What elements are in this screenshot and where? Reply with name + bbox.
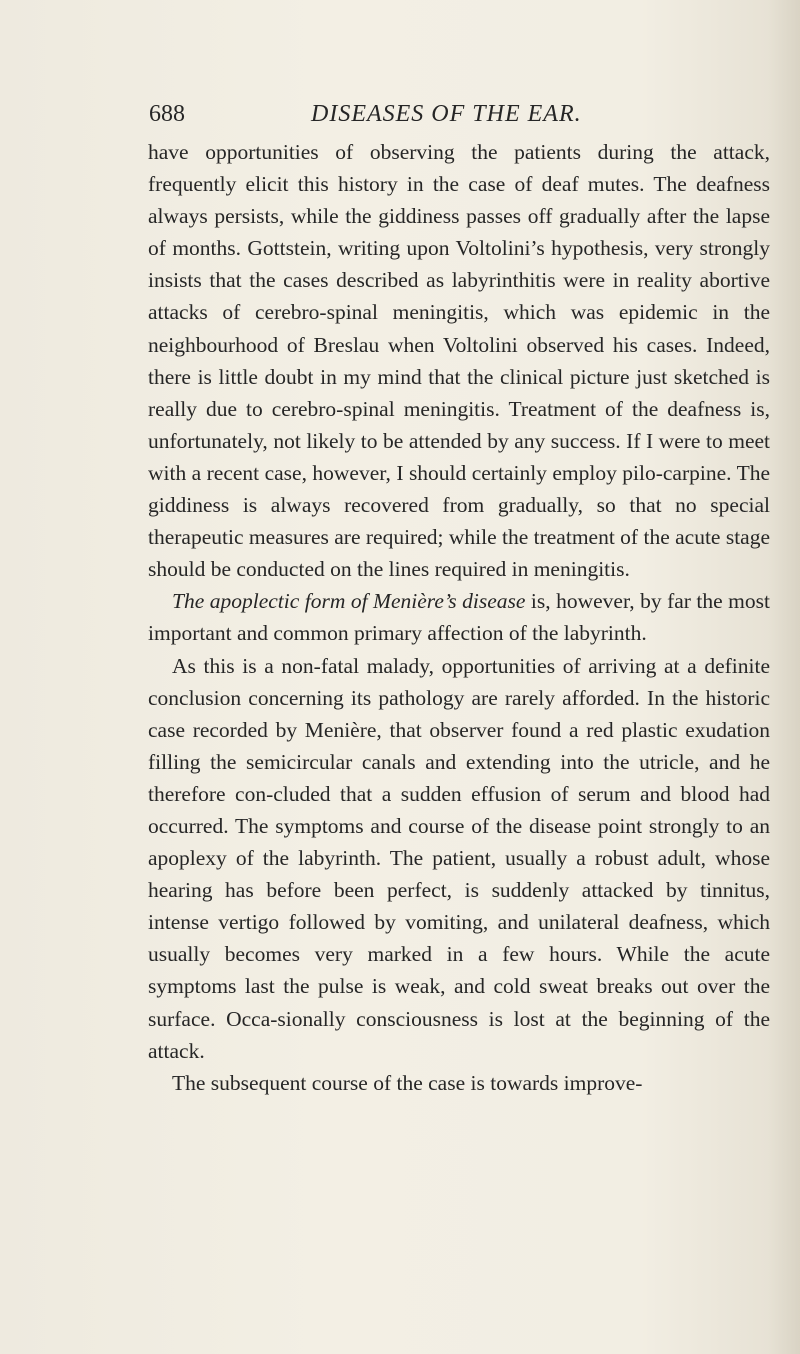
page-number: 688 <box>149 101 185 127</box>
running-title: DISEASES OF THE EAR. <box>311 101 582 127</box>
paragraph-course: The subsequent course of the case is towards improve- <box>172 1070 643 1095</box>
body-text <box>148 136 770 1099</box>
paragraph-continuation: have opportunities of observing the patients during the attack, frequently elicit this history in the case of deaf mutes. The deafness always persists, while the giddiness passes off gradually after the lapse of months. Gottstein, writing upon Voltolini’s hypothesis, very strongly insists that the cases described as labyrinthitis were in reality abortive attacks of cerebro-spinal meningitis, which was epidemic in the neighbourhood of Breslau when Voltolini observed his cases. Indeed, there is little doubt in my mind that the clinical picture just sketched is really due to cerebro-spinal meningitis. Treatment of the deafness is, unfortunately, not likely to be attended by any success. If I were to meet with a recent case, however, I should certainly employ pilo-carpine. The giddiness is always recovered from gradually, so that no special therapeutic measures are required; while the treatment of the acute stage should be conducted on the lines required in meningitis. <box>148 140 771 582</box>
paragraph-apoplectic-form <box>148 585 770 649</box>
page-header <box>149 94 779 134</box>
paragraph-pathology: As this is a non-fatal malady, opportunities of arriving at a definite conclusion concerning its pathology are rarely afforded. In the historic case recorded by Menière, that observer found a red plastic exudation filling the semicircular canals and extending into the utricle, and he therefore con-cluded that a sudden effusion of serum and blood had occurred. The symptoms and course of the disease point strongly to an apoplexy of the labyrinth. The patient, usually a robust adult, whose hearing has before been perfect, is suddenly attacked by tinnitus, intense vertigo followed by vomiting, and unilateral deafness, which usually becomes very marked in a few hours. While the acute symptoms last the pulse is weak, and cold sweat breaks out over the surface. Occa-sionally consciousness is lost at the beginning of the attack. <box>148 653 770 1063</box>
paragraph-text: is, however, by far the most important and common primary affection of the labyrinth. <box>148 589 770 646</box>
italic-term: The apoplectic form of Menière’s disease <box>172 589 526 614</box>
